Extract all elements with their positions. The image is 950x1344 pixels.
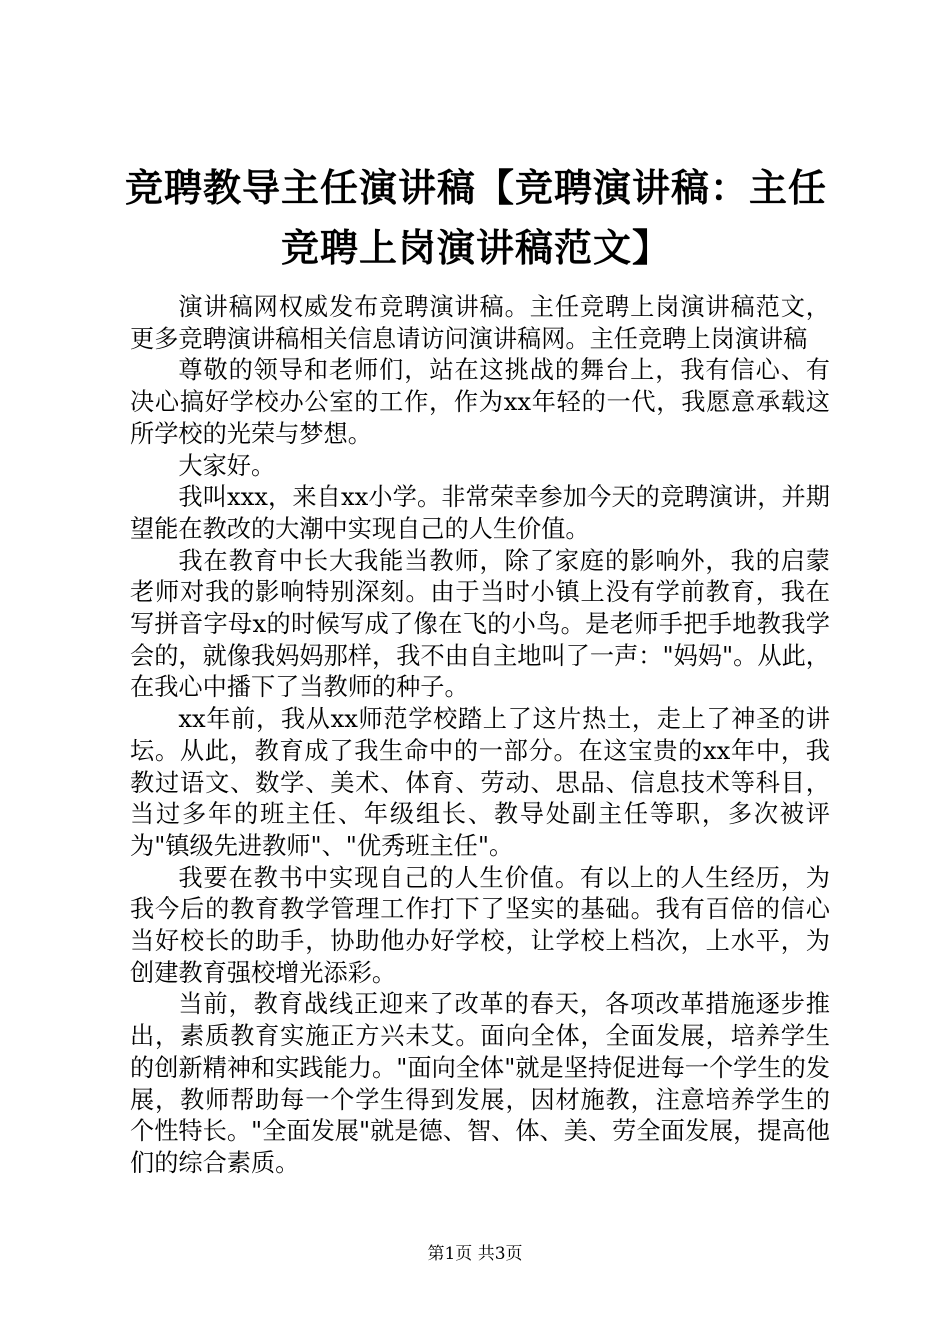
document-body: [130, 292, 830, 1180]
paragraph: 大家好。: [178, 451, 276, 480]
paragraph: 我要在教书中实现自己的人生价值。有以上的人生经历，为我今后的教育教学管理工作打下了坚实的基础。我有百倍的信心当好校长的助手，协助他办好学校，让学校上档次，上水平，为创建教育强校增光添彩。: [130, 863, 830, 987]
document-title: 竞聘教导主任演讲稿【竞聘演讲稿：主任竞聘上岗演讲稿范文】: [124, 166, 827, 270]
paragraph: 尊敬的领导和老师们，站在这挑战的舞台上，我有信心、有决心搞好学校办公室的工作，作为xx年轻的一代，我愿意承载这所学校的光荣与梦想。: [130, 356, 830, 448]
paragraph: 我在教育中长大我能当教师，除了家庭的影响外，我的启蒙老师对我的影响特别深刻。由于当时小镇上没有学前教育，我在写拼音字母x的时候写成了像在飞的小鸟。是老师手把手地教我学会的，就像我妈妈那样，我不由自主地叫了一声："妈妈"。从此，在我心中播下了当教师的种子。: [130, 546, 830, 702]
paragraph: 演讲稿网权威发布竞聘演讲稿。主任竞聘上岗演讲稿范文，更多竞聘演讲稿相关信息请访问演讲稿网。主任竞聘上岗演讲稿: [130, 293, 830, 353]
paragraph: xx年前，我从xx师范学校踏上了这片热土，走上了神圣的讲坛。从此，教育成了我生命中的一部分。在这宝贵的xx年中，我教过语文、数学、美术、体育、劳动、思品、信息技术等科目，当过多年的班主任、年级组长、教导处副主任等职，多次被评为"镇级先进教师"、"优秀班主任"。: [130, 705, 830, 860]
paragraph: 当前，教育战线正迎来了改革的春天，各项改革措施逐步推出，素质教育实施正方兴未艾。面向全体，全面发展，培养学生的创新精神和实践能力。"面向全体"就是坚持促进每一个学生的发展，教师帮助每一个学生得到发展，因材施教，注意培养学生的个性特长。"全面发展"就是德、智、体、美、劳全面发展，提高他们的综合素质。: [130, 990, 830, 1177]
page-number-footer: 第1页 共3页: [427, 1244, 523, 1264]
paragraph: 我叫xxx，来自xx小学。非常荣幸参加今天的竞聘演讲，并期望能在教改的大潮中实现自己的人生价值。: [130, 483, 830, 543]
